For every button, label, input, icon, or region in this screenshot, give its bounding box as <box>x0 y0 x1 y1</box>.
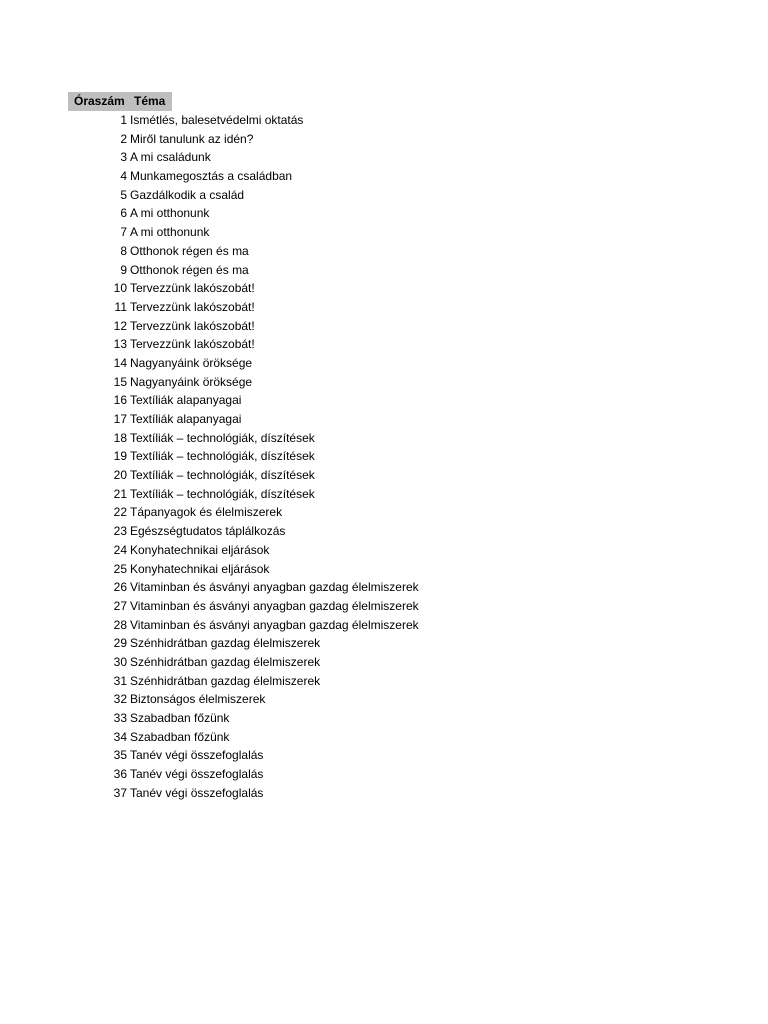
lesson-number-cell: 6 <box>120 206 127 221</box>
table-row <box>68 634 748 653</box>
lesson-topic-cell: Tervezzünk lakószobát! <box>130 337 255 352</box>
lesson-number-cell: 21 <box>113 486 127 501</box>
lesson-number-cell: 5 <box>120 187 127 202</box>
lesson-number-cell: 9 <box>120 262 127 277</box>
lesson-topic-cell: Szénhidrátban gazdag élelmiszerek <box>130 636 321 651</box>
lesson-number-cell: 11 <box>114 299 127 314</box>
lesson-number-cell: 33 <box>113 711 127 725</box>
table-row <box>68 223 748 242</box>
lesson-number-cell: 29 <box>113 636 127 651</box>
lesson-number-cell: 13 <box>113 337 127 352</box>
lesson-topic-cell: Tanév végi összefoglalás <box>130 785 264 800</box>
lesson-topic-cell: Szabadban főzünk <box>130 711 230 725</box>
lesson-topic-cell: Tervezzünk lakószobát! <box>130 318 255 333</box>
lesson-topic-cell: Konyhatechnikai eljárások <box>130 542 270 557</box>
table-row <box>68 503 748 522</box>
table-row <box>68 242 748 261</box>
header-topic: Téma <box>134 94 166 108</box>
table-header-row <box>68 92 748 111</box>
table-row <box>68 541 748 560</box>
table-header-highlight <box>68 92 172 111</box>
lesson-number-cell: 1 <box>120 113 127 127</box>
lesson-topic-cell: Egészségtudatos táplálkozás <box>130 524 286 539</box>
table-body <box>68 111 748 802</box>
lesson-topic-cell: Textíliák – technológiák, díszítések <box>130 449 315 464</box>
lesson-topic-cell: Ismétlés, balesetvédelmi oktatás <box>130 113 304 127</box>
lesson-number-cell: 34 <box>113 729 127 744</box>
table-row <box>68 373 748 392</box>
table-row <box>68 261 748 280</box>
lesson-topic-cell: Szénhidrátban gazdag élelmiszerek <box>130 654 321 669</box>
lesson-topic-cell: Nagyanyáink öröksége <box>130 355 253 370</box>
lesson-number-cell: 28 <box>113 617 127 632</box>
lesson-topic-cell: Konyhatechnikai eljárások <box>130 561 270 576</box>
lesson-topic-cell: Tápanyagok és élelmiszerek <box>130 505 283 520</box>
table-row <box>68 335 748 354</box>
table-row <box>68 578 748 597</box>
lesson-number-cell: 10 <box>113 281 127 296</box>
lesson-topic-cell: Munkamegosztás a családban <box>130 169 293 184</box>
table-row <box>68 410 748 429</box>
table-row <box>68 616 748 635</box>
lesson-number-cell: 32 <box>113 692 127 707</box>
table-row <box>68 522 748 541</box>
table-row <box>68 560 748 579</box>
lesson-number-cell: 35 <box>113 748 127 763</box>
table-row <box>68 597 748 616</box>
lesson-number-cell: 3 <box>120 150 127 165</box>
lesson-topic-cell: Textíliák – technológiák, díszítések <box>130 430 315 445</box>
lesson-number-cell: 15 <box>113 374 127 389</box>
lesson-number-cell: 12 <box>113 318 127 333</box>
lesson-topic-cell: Textíliák alapanyagai <box>130 393 242 408</box>
lesson-number-cell: 31 <box>113 673 127 688</box>
lesson-number-cell: 30 <box>113 654 127 669</box>
table-row <box>68 317 748 336</box>
table-row <box>68 746 748 765</box>
lesson-number-cell: 14 <box>113 355 127 370</box>
table-row <box>68 466 748 485</box>
table-row <box>68 167 748 186</box>
table-row <box>68 672 748 691</box>
table-row <box>68 148 748 167</box>
lesson-topic-cell: Otthonok régen és ma <box>130 243 249 258</box>
table-row <box>68 447 748 466</box>
lesson-number-cell: 8 <box>120 243 127 258</box>
lesson-topic-cell: Vitaminban és ásványi anyagban gazdag élelmiszerek <box>130 617 419 632</box>
lesson-number-cell: 18 <box>113 430 127 445</box>
table-row <box>68 485 748 504</box>
lesson-topic-cell: A mi családunk <box>130 150 211 165</box>
lesson-topic-cell: Tanév végi összefoglalás <box>130 767 264 782</box>
lesson-topic-cell: Vitaminban és ásványi anyagban gazdag élelmiszerek <box>130 580 419 595</box>
lesson-number-cell: 4 <box>120 169 127 184</box>
lesson-topic-cell: Miről tanulunk az idén? <box>130 131 254 146</box>
lesson-topic-cell: Textíliák – technológiák, díszítések <box>130 486 315 501</box>
lesson-topic-cell: Tanév végi összefoglalás <box>130 748 264 763</box>
table-row <box>68 653 748 672</box>
table-row <box>68 728 748 747</box>
table-row <box>68 709 748 728</box>
lesson-number-cell: 2 <box>120 131 127 146</box>
table-row <box>68 279 748 298</box>
table-row <box>68 298 748 317</box>
table-row <box>68 391 748 410</box>
lesson-topic-cell: Szabadban főzünk <box>130 729 230 744</box>
table-row <box>68 690 748 709</box>
lesson-topic-cell: Textíliák – technológiák, díszítések <box>130 468 315 483</box>
table-row <box>68 130 748 149</box>
lesson-number-cell: 24 <box>113 542 127 557</box>
lesson-topic-cell: A mi otthonunk <box>130 225 210 240</box>
lesson-number-cell: 27 <box>113 598 127 613</box>
lesson-number-cell: 17 <box>113 412 127 426</box>
lesson-topic-cell: Vitaminban és ásványi anyagban gazdag élelmiszerek <box>130 598 419 613</box>
lesson-topic-cell: Nagyanyáink öröksége <box>130 374 253 389</box>
lesson-number-cell: 25 <box>113 561 127 576</box>
lesson-number-cell: 22 <box>113 505 127 520</box>
lesson-number-cell: 36 <box>113 767 127 782</box>
lesson-topic-cell: Otthonok régen és ma <box>130 262 249 277</box>
lesson-topic-cell: Textíliák alapanyagai <box>130 412 242 426</box>
lesson-number-cell: 16 <box>113 393 127 408</box>
table-row <box>68 784 748 803</box>
lesson-topic-cell: Tervezzünk lakószobát! <box>130 281 255 296</box>
lesson-topic-cell: Gazdálkodik a család <box>130 187 245 202</box>
lesson-number-cell: 23 <box>113 524 127 539</box>
lesson-number-cell: 19 <box>113 449 127 464</box>
lesson-topic-cell: Biztonságos élelmiszerek <box>130 692 266 707</box>
lesson-number-cell: 37 <box>113 785 127 800</box>
table-row <box>68 186 748 205</box>
lesson-number-cell: 20 <box>113 468 127 483</box>
table-row <box>68 111 748 130</box>
lesson-plan-table <box>68 92 748 802</box>
lesson-number-cell: 26 <box>113 580 127 595</box>
table-row <box>68 204 748 223</box>
table-row <box>68 429 748 448</box>
table-row <box>68 354 748 373</box>
lesson-topic-cell: Szénhidrátban gazdag élelmiszerek <box>130 673 321 688</box>
lesson-number-cell: 7 <box>120 225 127 240</box>
header-lesson-number: Óraszám <box>74 94 125 108</box>
table-row <box>68 765 748 784</box>
lesson-topic-cell: Tervezzünk lakószobát! <box>130 299 255 314</box>
lesson-topic-cell: A mi otthonunk <box>130 206 210 221</box>
